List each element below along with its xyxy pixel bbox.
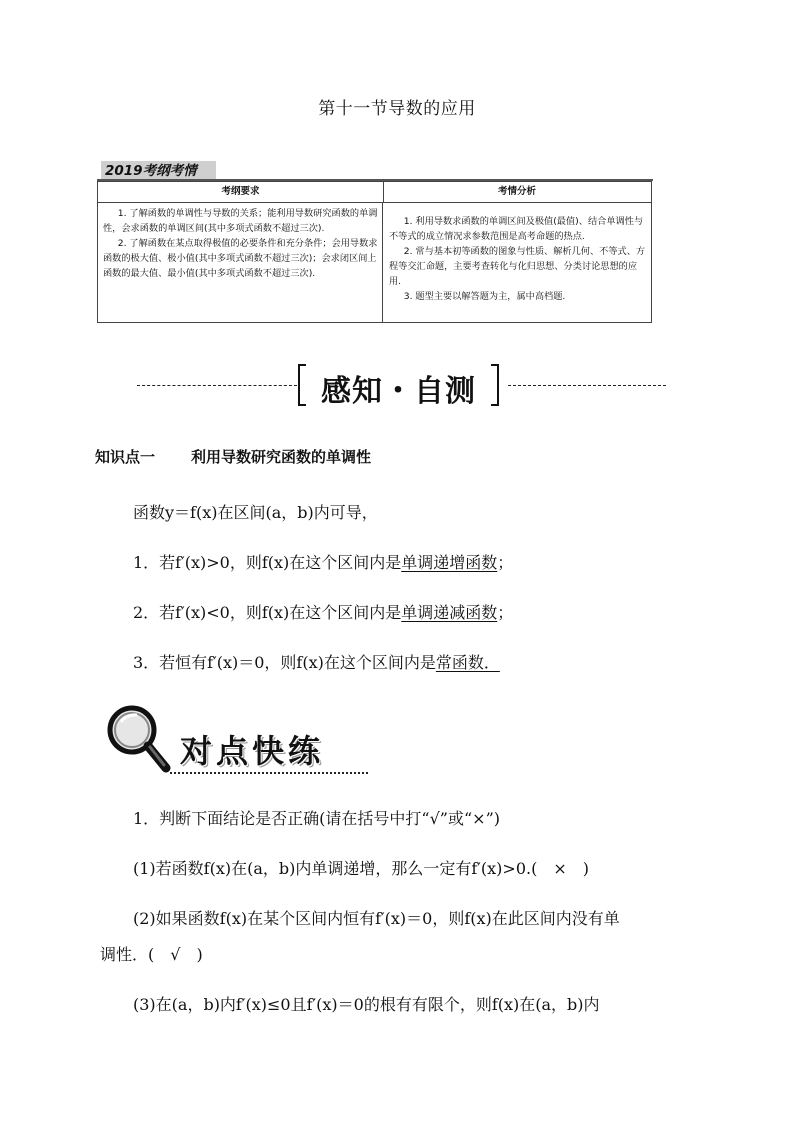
analysis-item: 2. 常与基本初等函数的图象与性质、解析几何、不等式、方程等交汇命题，主要考查转化与化归思想、分类讨论思想的应用.: [389, 246, 646, 287]
banner-bracket-left: [298, 364, 306, 406]
question-1: 1．判断下面结论是否正确(请在括号中打“√”或“×”): [133, 809, 500, 828]
exam-tag: 2019考纲考情: [101, 161, 216, 181]
knowledge-title: 利用导数研究函数的单调性: [191, 448, 372, 466]
banner-dash-left: [137, 385, 297, 386]
blank-answer: 单调递减函数: [401, 603, 498, 622]
knowledge-item: 1．若f′(x)>0，则f(x)在这个区间内是单调递增函数；: [133, 553, 514, 572]
analysis-item: 1. 利用导数求函数的单调区间及极值(最值)、结合单调性与不等式的成立情况求参数范围是高考命题的热点.: [389, 216, 644, 242]
banner-bracket-right: [491, 364, 499, 406]
practice-dotted-rule: [170, 772, 368, 774]
statement-3: (3)在(a，b)内f′(x)≤0且f′(x)＝0的根有有限个，则f(x)在(a，b)内: [133, 995, 600, 1014]
table-header-requirements: 考纲要求: [98, 182, 384, 203]
analysis-item: 3. 题型主要以解答题为主，属中高档题.: [403, 291, 566, 302]
requirements-cell: [98, 202, 383, 322]
practice-title: 对点快练: [180, 732, 325, 770]
requirement-item: 1. 了解函数的单调性与导数的关系；能利用导数研究函数的单调性，会求函数的单调区间(其中多项式函数不超过三次).: [103, 208, 378, 234]
statement-2-continued: 调性．( √ ): [100, 945, 203, 964]
statement-2: (2)如果函数f(x)在某个区间内恒有f′(x)＝0，则f(x)在此区间内没有单: [133, 909, 620, 928]
section-banner: 感知・自测: [321, 374, 476, 409]
statement-1: (1)若函数f(x)在(a，b)内单调递增，那么一定有f′(x)>0.( × ): [133, 859, 589, 878]
banner-dash-right: [508, 385, 666, 386]
page-title: 第十一节导数的应用: [318, 99, 476, 119]
knowledge-item: 2．若f′(x)<0，则f(x)在这个区间内是单调递减函数；: [133, 603, 514, 622]
blank-answer: 单调递增函数: [401, 553, 498, 572]
table-header-analysis: 考情分析: [383, 182, 651, 203]
knowledge-item: 3．若恒有f′(x)＝0，则f(x)在这个区间内是常函数．: [133, 653, 500, 672]
exam-table: [97, 181, 652, 323]
knowledge-label: 知识点一: [95, 448, 156, 466]
requirement-item: 2. 了解函数在某点取得极值的必要条件和充分条件；会用导数求函数的极大值、极小值(其中多项式函数不超过三次)；会求闭区间上函数的最大值、最小值(其中多项式函数不超过三次).: [103, 238, 378, 279]
knowledge-intro: 函数y＝f(x)在区间(a，b)内可导，: [133, 503, 378, 522]
blank-answer: 常函数．: [435, 653, 500, 672]
knowledge-heading: [95, 446, 371, 467]
analysis-cell: [383, 202, 651, 322]
